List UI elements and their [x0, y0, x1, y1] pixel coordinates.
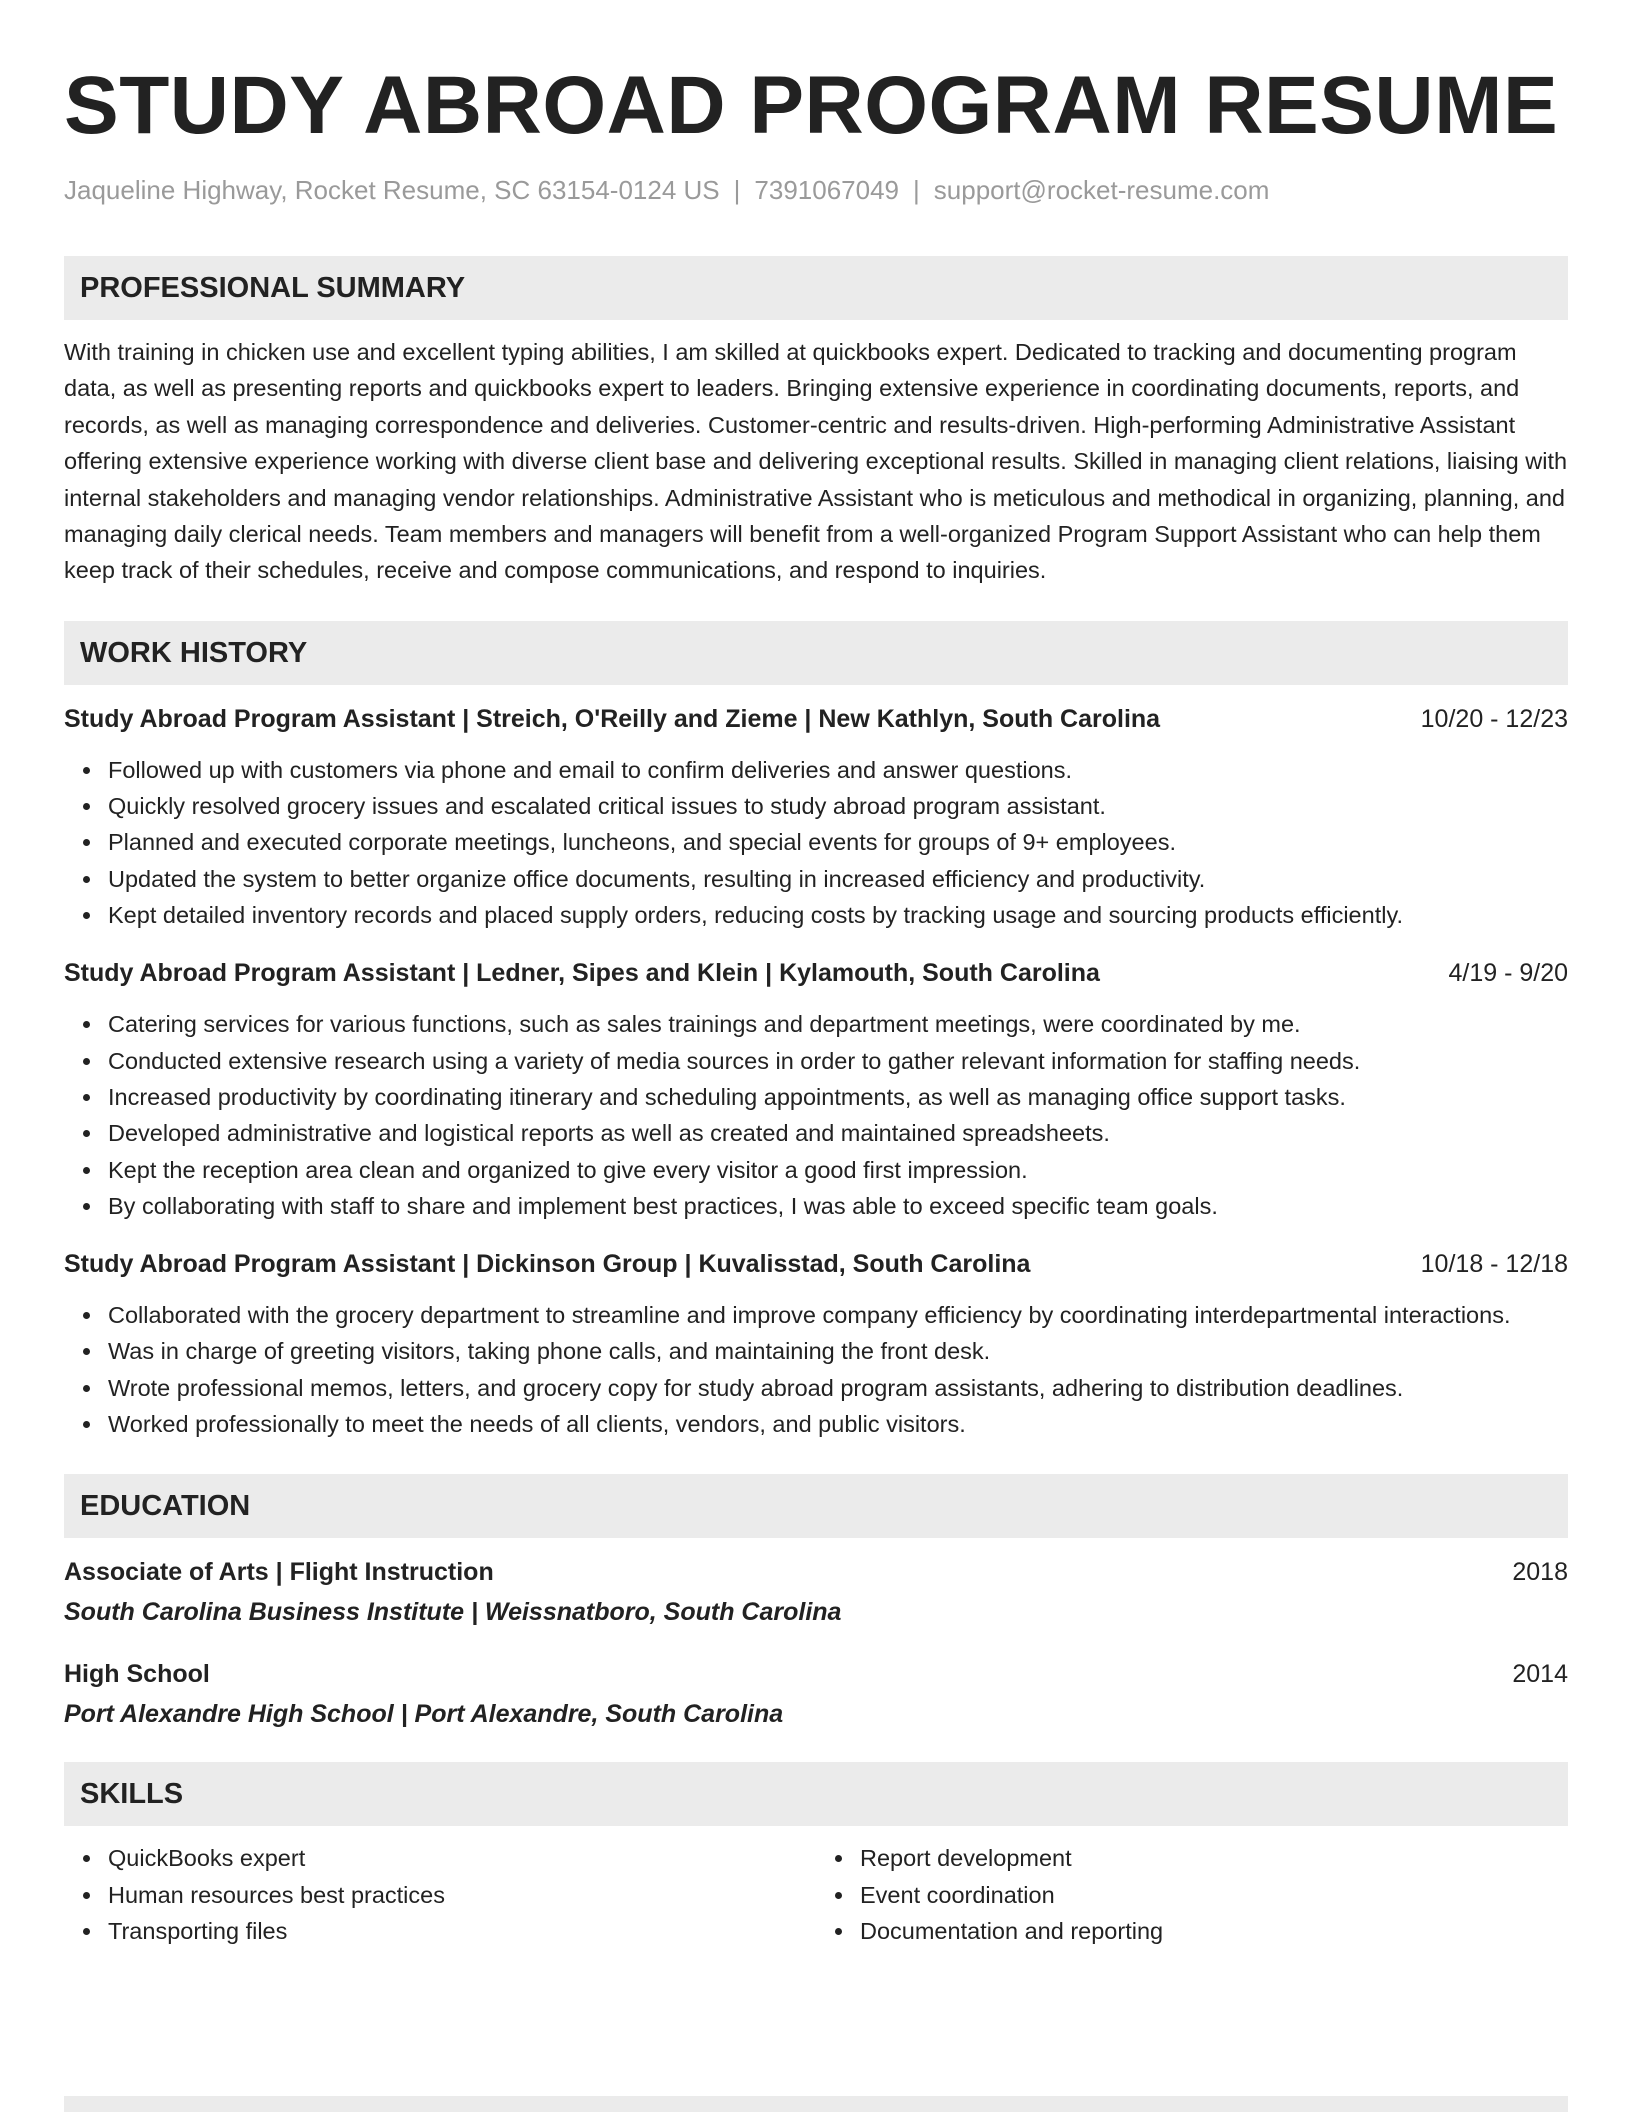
skills-list: [64, 1840, 1568, 1949]
job-bullet: Catering services for various functions, such as sales trainings and department meetings, were coordinated by me.: [108, 1006, 1568, 1042]
contact-separator: |: [733, 175, 741, 205]
job-bullets: [64, 752, 1568, 933]
education-entry: [64, 1556, 1568, 1628]
education-degree: Associate of Arts | Flight Instruction: [64, 1558, 494, 1587]
skill-item: Transporting files: [108, 1913, 816, 1949]
job-bullet: Planned and executed corporate meetings, luncheons, and special events for groups of 9+ employees.: [108, 824, 1568, 860]
job-dates: 4/19 - 9/20: [1448, 959, 1568, 988]
education-year: 2018: [1512, 1558, 1568, 1587]
section-heading-education: EDUCATION: [64, 1474, 1568, 1538]
job-bullet: Kept the reception area clean and organized to give every visitor a good first impression.: [108, 1152, 1568, 1188]
education-school: Port Alexandre High School | Port Alexandre, South Carolina: [64, 1700, 784, 1729]
job-bullet: Developed administrative and logistical reports as well as created and maintained spreadsheets.: [108, 1115, 1568, 1151]
job-bullet: Increased productivity by coordinating itinerary and scheduling appointments, as well as managing office support tasks.: [108, 1079, 1568, 1115]
skills-column-right: [816, 1840, 1568, 1949]
job-entry: [64, 957, 1568, 1224]
job-bullets: [64, 1006, 1568, 1224]
job-bullet: Conducted extensive research using a variety of media sources in order to gather relevant information for staffing needs.: [108, 1043, 1568, 1079]
job-bullet: Kept detailed inventory records and placed supply orders, reducing costs by tracking usage and sourcing products efficiently.: [108, 897, 1568, 933]
job-dates: 10/20 - 12/23: [1420, 704, 1568, 733]
job-bullet: Was in charge of greeting visitors, taking phone calls, and maintaining the front desk.: [108, 1333, 1568, 1369]
job-bullet: Wrote professional memos, letters, and grocery copy for study abroad program assistants, adhering to distribution deadlines.: [108, 1370, 1568, 1406]
job-entry: [64, 1248, 1568, 1442]
job-bullet: Worked professionally to meet the needs of all clients, vendors, and public visitors.: [108, 1406, 1568, 1442]
skill-item: QuickBooks expert: [108, 1840, 816, 1876]
job-bullets: [64, 1297, 1568, 1442]
section-heading-work-history: WORK HISTORY: [64, 621, 1568, 685]
job-title: Study Abroad Program Assistant | Streich, O'Reilly and Zieme | New Kathlyn, South Carolina: [64, 704, 1161, 733]
job-title: Study Abroad Program Assistant | Dickinson Group | Kuvalisstad, South Carolina: [64, 1250, 1031, 1279]
contact-line: [64, 174, 1568, 206]
summary-text: With training in chicken use and excellent typing abilities, I am skilled at quickbooks expert. Dedicated to tracking and documenting program data, as well as presenting reports and quickbooks expert to leaders. Bringing extensive experience in coordinating documents, reports, and records, as well as managing correspondence and deliveries. Customer-centric and results-driven. High-performing Administrative Assistant offering extensive experience working with diverse client base and delivering exceptional results. Skilled in managing client relations, liaising with internal stakeholders and managing vendor relationships. Administrative Assistant who is meticulous and methodical in organizing, planning, and managing daily clerical needs. Team members and managers will benefit from a well-organized Program Support Assistant who can help them keep track of their schedules, receive and compose communications, and respond to inquiries.: [64, 339, 1568, 584]
skill-item: Human resources best practices: [108, 1877, 816, 1913]
job-bullet: Updated the system to better organize office documents, resulting in increased efficiency and productivity.: [108, 861, 1568, 897]
next-section-heading-bar: [64, 2096, 1568, 2112]
skill-item: Event coordination: [860, 1877, 1568, 1913]
skills-column-left: [64, 1840, 816, 1949]
section-heading-skills: SKILLS: [64, 1762, 1568, 1826]
job-bullet: Collaborated with the grocery department to streamline and improve company efficiency by coordinating interdepartmental interactions.: [108, 1297, 1568, 1333]
job-title: Study Abroad Program Assistant | Ledner, Sipes and Klein | Kylamouth, South Carolina: [64, 959, 1100, 988]
job-bullet: Followed up with customers via phone and email to confirm deliveries and answer questions.: [108, 752, 1568, 788]
job-dates: 10/18 - 12/18: [1420, 1250, 1568, 1279]
contact-address: Jaqueline Highway, Rocket Resume, SC 63154-0124 US: [64, 175, 720, 205]
education-year: 2014: [1512, 1660, 1568, 1689]
job-entry: [64, 703, 1568, 933]
resume-title: STUDY ABROAD PROGRAM RESUME: [64, 60, 1559, 151]
resume-page: [64, 0, 1568, 1949]
job-bullet: By collaborating with staff to share and implement best practices, I was able to exceed specific team goals.: [108, 1188, 1568, 1224]
contact-phone: 7391067049: [754, 175, 900, 205]
job-bullet: Quickly resolved grocery issues and escalated critical issues to study abroad program assistant.: [108, 788, 1568, 824]
skill-item: Documentation and reporting: [860, 1913, 1568, 1949]
education-entry: [64, 1658, 1568, 1730]
skill-item: Report development: [860, 1840, 1568, 1876]
section-heading-summary: PROFESSIONAL SUMMARY: [64, 256, 1568, 320]
education-school: South Carolina Business Institute | Weissnatboro, South Carolina: [64, 1598, 842, 1627]
contact-email: support@rocket-resume.com: [933, 175, 1270, 205]
contact-separator: |: [913, 175, 920, 205]
education-degree: High School: [64, 1660, 210, 1689]
